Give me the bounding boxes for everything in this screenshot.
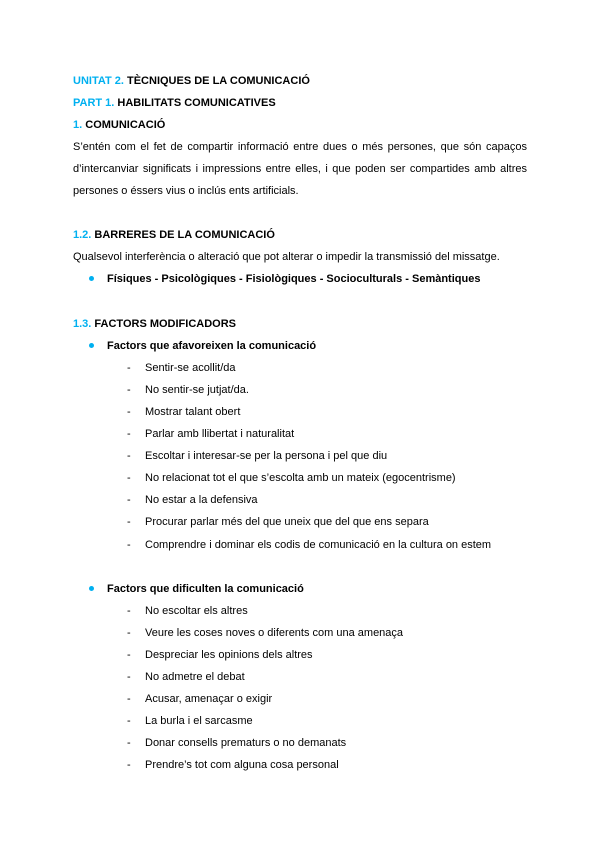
dash-marker: - bbox=[127, 627, 131, 639]
section-1-heading bbox=[73, 118, 165, 132]
favour-item bbox=[127, 471, 456, 485]
section-3-number: 1.3. bbox=[73, 318, 92, 330]
hinder-item bbox=[127, 692, 272, 706]
section-3-heading bbox=[73, 317, 236, 331]
unit-heading bbox=[73, 74, 310, 88]
favour-item-text: Parlar amb llibertat i naturalitat bbox=[145, 428, 295, 440]
section-3-title: FACTORS MODIFICADORS bbox=[94, 318, 236, 330]
part-title: HABILITATS COMUNICATIVES bbox=[117, 97, 276, 109]
bullet-dot-icon bbox=[89, 343, 94, 348]
section-1-number: 1. bbox=[73, 119, 83, 131]
unit-prefix: UNITAT 2. bbox=[73, 75, 124, 87]
section-2-number: 1.2. bbox=[73, 229, 92, 241]
section-1-body: S’entén com el fet de compartir informació entre dues o més persones, que són capaços d’intercanviar significats i impressions entre elles, i que poden ser compartides amb altres persones o éssers vius o inclús ents artificials. bbox=[73, 141, 527, 197]
dash-marker: - bbox=[127, 737, 131, 749]
favour-item-text: Procurar parlar més del que uneix que del que ens separa bbox=[145, 516, 429, 528]
hinder-item bbox=[127, 714, 253, 728]
dash-marker: - bbox=[127, 759, 131, 771]
dash-marker: - bbox=[127, 428, 131, 440]
hinder-item bbox=[127, 648, 313, 662]
section-2-title: BARRERES DE LA COMUNICACIÓ bbox=[94, 229, 275, 241]
part-heading bbox=[73, 96, 276, 110]
part-prefix: PART 1. bbox=[73, 97, 115, 109]
hinder-item-text: Despreciar les opinions dels altres bbox=[145, 649, 313, 661]
favour-item-text: Escoltar i interesar-se per la persona i pel que diu bbox=[145, 450, 388, 462]
dash-marker: - bbox=[127, 494, 131, 506]
hinder-factors-heading: Factors que dificulten la comunicació bbox=[107, 583, 304, 595]
hinder-item-text: Veure les coses noves o diferents com una amenaça bbox=[145, 627, 404, 639]
bullet-dot-icon bbox=[89, 586, 94, 591]
hinder-item bbox=[127, 758, 339, 772]
hinder-item-text: Acusar, amenaçar o exigir bbox=[145, 693, 273, 705]
dash-marker: - bbox=[127, 539, 131, 551]
favour-item-text: Mostrar talant obert bbox=[145, 406, 241, 418]
dash-marker: - bbox=[127, 516, 131, 528]
favour-item bbox=[127, 383, 249, 397]
favour-item bbox=[127, 515, 429, 529]
dash-marker: - bbox=[127, 671, 131, 683]
dash-marker: - bbox=[127, 605, 131, 617]
hinder-item bbox=[127, 736, 346, 750]
hinder-item bbox=[127, 604, 248, 618]
bullet-dot-icon bbox=[89, 276, 94, 281]
favour-item-text: No sentir-se jutjat/da. bbox=[145, 384, 249, 396]
dash-marker: - bbox=[127, 406, 131, 418]
favour-item-text: Comprendre i dominar els codis de comunicació en la cultura on estem bbox=[145, 539, 492, 551]
favour-item bbox=[127, 493, 258, 507]
favour-item-text: No relacionat tot el que s’escolta amb un mateix (egocentrisme) bbox=[145, 472, 456, 484]
hinder-item-text: No admetre el debat bbox=[145, 671, 245, 683]
section-2-body: Qualsevol interferència o alteració que pot alterar o impedir la transmissió del missatge. bbox=[73, 251, 500, 263]
section-2-heading bbox=[73, 228, 275, 242]
hinder-item-text: Donar consells prematurs o no demanats bbox=[145, 737, 347, 749]
hinder-item bbox=[127, 670, 245, 684]
dash-marker: - bbox=[127, 693, 131, 705]
dash-marker: - bbox=[127, 649, 131, 661]
section-1-title: COMUNICACIÓ bbox=[85, 119, 166, 131]
dash-marker: - bbox=[127, 362, 131, 374]
hinder-item bbox=[127, 626, 403, 640]
dash-marker: - bbox=[127, 472, 131, 484]
barriers-list-text: Físiques - Psicològiques - Fisiològiques - Socioculturals - Semàntiques bbox=[107, 273, 481, 285]
hinder-factors-bullet bbox=[89, 582, 304, 596]
dash-marker: - bbox=[127, 450, 131, 462]
favour-item bbox=[127, 405, 240, 419]
favour-factors-heading: Factors que afavoreixen la comunicació bbox=[107, 340, 317, 352]
favour-item bbox=[127, 449, 387, 463]
dash-marker: - bbox=[127, 715, 131, 727]
dash-marker: - bbox=[127, 384, 131, 396]
barriers-bullet bbox=[89, 272, 480, 286]
favour-item bbox=[127, 427, 294, 441]
favour-item bbox=[127, 361, 236, 375]
unit-title: TÈCNIQUES DE LA COMUNICACIÓ bbox=[127, 75, 310, 87]
favour-item-text: Sentir-se acollit/da bbox=[145, 362, 236, 374]
favour-factors-bullet bbox=[89, 339, 316, 353]
favour-item bbox=[127, 538, 491, 552]
favour-item-text: No estar a la defensiva bbox=[145, 494, 258, 506]
hinder-item-text: No escoltar els altres bbox=[145, 605, 248, 617]
hinder-item-text: La burla i el sarcasme bbox=[145, 715, 253, 727]
hinder-item-text: Prendre’s tot com alguna cosa personal bbox=[145, 759, 339, 771]
